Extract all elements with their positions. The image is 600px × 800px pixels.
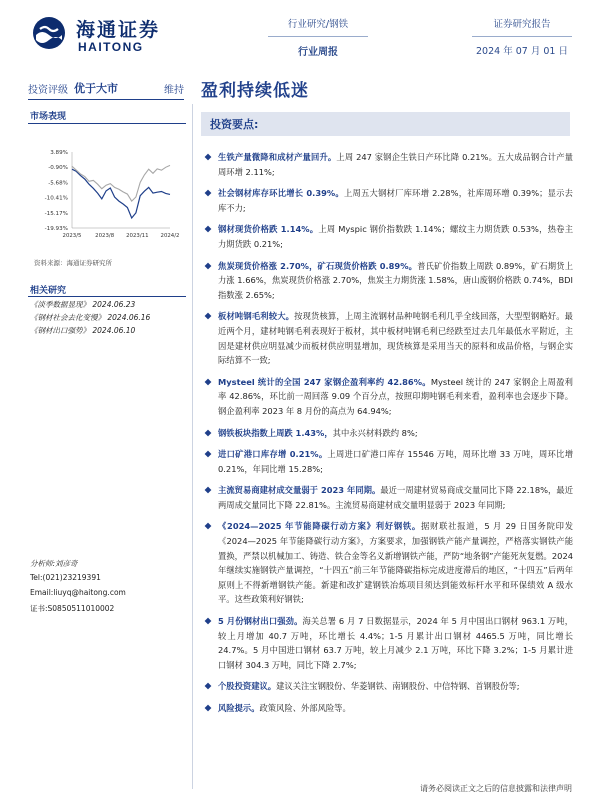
key-point-lead: 进口矿港口库存增 0.21%。: [218, 449, 328, 460]
header-category-block: [268, 16, 368, 58]
key-point-item: [205, 679, 573, 694]
key-point-lead: 主流贸易商建材成交量弱于 2023 年同期。: [218, 485, 381, 496]
analyst-name: 分析师:刘彦奇: [30, 559, 78, 568]
footer-disclaimer: 请务必阅读正文之后的信息披露和法律声明: [420, 784, 572, 793]
key-points-list: [205, 150, 573, 723]
key-point-lead: Mysteel 统计的全国 247 家钢企盈利率约 42.86%。: [218, 376, 431, 387]
header-meta-block: [472, 16, 572, 57]
key-point-text: Mysteel 统计的 247 家钢企上周盈利率 42.86%，环比前一周回落 9.09 个百分点，按照印期吨钢毛利来看，盈利率也会逐步下降。钢企盈利率 2023 年 8 月份的高点为 64.94%;: [218, 376, 573, 416]
rating-status: 维持: [164, 84, 184, 96]
key-point-text: 政策风险、外部风险等。: [259, 703, 351, 713]
key-point-text: 上周进口矿港口库存 15546 万吨，周环比增 33 万吨，周环比增 0.21%，年同比增 15.28%;: [218, 449, 573, 474]
key-point-lead: 生铁产量微降和成材产量回升。: [218, 152, 337, 162]
key-point-item: [205, 614, 573, 672]
key-point-lead: 钢铁板块指数上周跌 1.43%，: [218, 427, 333, 438]
x-tick-label: 2023/8: [95, 233, 115, 239]
key-point-text: 据财联社报道，5 月 29 日国务院印发《2024—2025 年节能降碳行动方案》，方案要求，加强钢铁产能产量调控，严格落实钢铁产能置换，严禁以机械加工、铸造、铁合金等名义新增钢铁产能，严防“地条钢”产能死灰复燃。2024 年继续实施钢铁产量调控，“十四五”前三年节能降碳指标完成进度滞后的地区，“十四五”后两年原则上不得新增钢铁产能。新建和改扩建钢铁冶炼项目须达到能效标杆水平和环保绩效 A 级水平。这些政策利好钢铁;: [218, 521, 573, 605]
key-point-text: 上周 247 家钢企生铁日产环比降 0.21%。五大成品钢合计产量周环增 2.11%;: [218, 152, 573, 177]
key-point-lead: 焦炭现货价格涨 2.70%，矿石现货价格跌 0.89%。: [218, 260, 418, 271]
analyst-cert: 证书:S0850511010002: [30, 604, 115, 613]
header-doc-type: 证券研究报告: [493, 19, 551, 30]
logo-text-en: HAITONG: [78, 40, 144, 54]
key-point-text: 其中永兴材料跌约 8%;: [332, 427, 418, 438]
key-point-lead: 个股投资建议。: [218, 681, 277, 692]
related-item[interactable]: 《钢材出口强势》 2024.06.10: [30, 326, 136, 335]
key-point-lead: 社会钢材库存环比增长 0.39%。: [218, 188, 344, 199]
report-title: 盈利持续低迷: [201, 81, 309, 101]
key-point-text: 上周五大钢材厂库环增 2.28%，社库周环增 0.39%；显示去库不力;: [218, 188, 573, 213]
key-point-item: [205, 426, 573, 441]
key-point-text: 建议关注宝钢股份、华菱钢铁、南钢股份、中信特钢、首钢股份等;: [276, 681, 520, 692]
key-points-heading: 投资要点:: [210, 118, 259, 131]
key-point-item: [205, 309, 573, 367]
key-point-text: 上周 Myspic 钢价指数跌 1.14%；螺纹主力期货跌 0.53%，热卷主力期货跌 0.21%;: [218, 224, 573, 249]
key-point-lead: 《2024—2025 年节能降碳行动方案》利好钢铁。: [218, 521, 421, 532]
x-tick-label: 2024/2: [160, 233, 180, 239]
y-tick-label: 3.89%: [50, 150, 68, 156]
related-heading: 相关研究: [30, 286, 67, 296]
key-point-item: [205, 186, 573, 215]
series-line-1: [72, 165, 170, 201]
key-point-text: 最近一周建材贸易商成交量同比下降 22.18%，最近两周成交量同比下降 22.81%。主流贸易商建材成交量明显弱于 2023 年同期;: [218, 485, 573, 510]
y-tick-label: -5.68%: [48, 180, 68, 187]
column-divider: [192, 104, 193, 789]
y-tick-label: -15.17%: [44, 210, 68, 217]
analyst-tel: Tel:(021)23219391: [30, 573, 101, 582]
key-point-lead: 风险提示。: [218, 703, 260, 713]
chart-source: 资料来源：海通证券研究所: [34, 259, 112, 267]
key-point-item: [205, 701, 573, 716]
key-point-item: [205, 259, 573, 303]
report-header: [0, 0, 600, 70]
header-report-type: 行业周报: [298, 47, 338, 58]
y-tick-label: -10.41%: [44, 195, 68, 202]
series-line-0: [72, 169, 170, 218]
key-point-item: [205, 519, 573, 607]
related-divider: [28, 296, 186, 297]
key-point-text: 按现货核算，上周主流钢材品种吨钢毛利几乎全线回落，大型型钢略好。最近两个月，建材吨钢毛利表现好于板材，其中板材吨钢毛利已经跌至过去几年最低水平附近，主因是建材供应明显减少而板材供应明显增加，现货核算是采用当天的原料和成品价格，与钢企实际结算不一致;: [218, 311, 573, 366]
y-tick-label: -19.93%: [44, 226, 68, 232]
key-point-item: [205, 375, 573, 419]
rating-bar: [28, 78, 184, 98]
key-point-item: [205, 222, 573, 251]
analyst-email[interactable]: Email:liuyq@haitong.com: [30, 588, 126, 597]
rating-label: 投资评级: [28, 84, 68, 96]
key-point-item: [205, 483, 573, 512]
key-point-lead: 5 月份钢材出口强劲。: [218, 616, 303, 627]
key-point-text: 海关总署 6 月 7 日数据显示，2024 年 5 月中国出口钢材 963.1 万吨，较上月增加 40.7 万吨，环比增长 4.4%；1-5 月累计出口钢材 4465.5 万吨，同比增长 24.7%。5 月中国进口钢材 63.7 万吨，较上月减少 2.1 万吨，环比下降 3.2%；1-5 月累计进口钢材 304.3 万吨，同比下降 2.7%;: [218, 616, 573, 670]
logo-text-cn: 海通证券: [76, 19, 161, 41]
haitong-logo-icon: [32, 16, 66, 50]
header-date: 2024 年 07 月 01 日: [476, 46, 568, 57]
x-tick-label: 2023/5: [62, 233, 82, 239]
market-divider: [28, 123, 186, 124]
key-point-text: 普氏矿价指数上周跌 0.89%，矿石期货上力涨 1.66%，焦炭现货价格涨 2.70%，焦炭主力期货涨 1.58%，唐山废钢价格跌 0.74%，BDI 指数涨 2.65%;: [218, 260, 573, 300]
related-item[interactable]: 《钢材社会去化变慢》 2024.06.16: [30, 313, 151, 322]
market-heading: 市场表现: [30, 112, 67, 122]
market-performance-chart: [30, 148, 186, 248]
y-tick-label: -0.90%: [48, 165, 68, 172]
x-tick-label: 2023/11: [126, 233, 149, 239]
key-point-item: [205, 150, 573, 179]
key-point-lead: 钢材现货价格跌 1.14%。: [218, 224, 319, 235]
related-item[interactable]: 《淡季数据显现》 2024.06.23: [30, 300, 136, 309]
rating-divider: [28, 99, 184, 100]
key-point-lead: 板材吨钢毛利较大。: [218, 311, 295, 322]
header-category: 行业研究/钢铁: [287, 19, 349, 30]
rating-value: 优于大市: [74, 82, 118, 95]
key-point-item: [205, 447, 573, 476]
